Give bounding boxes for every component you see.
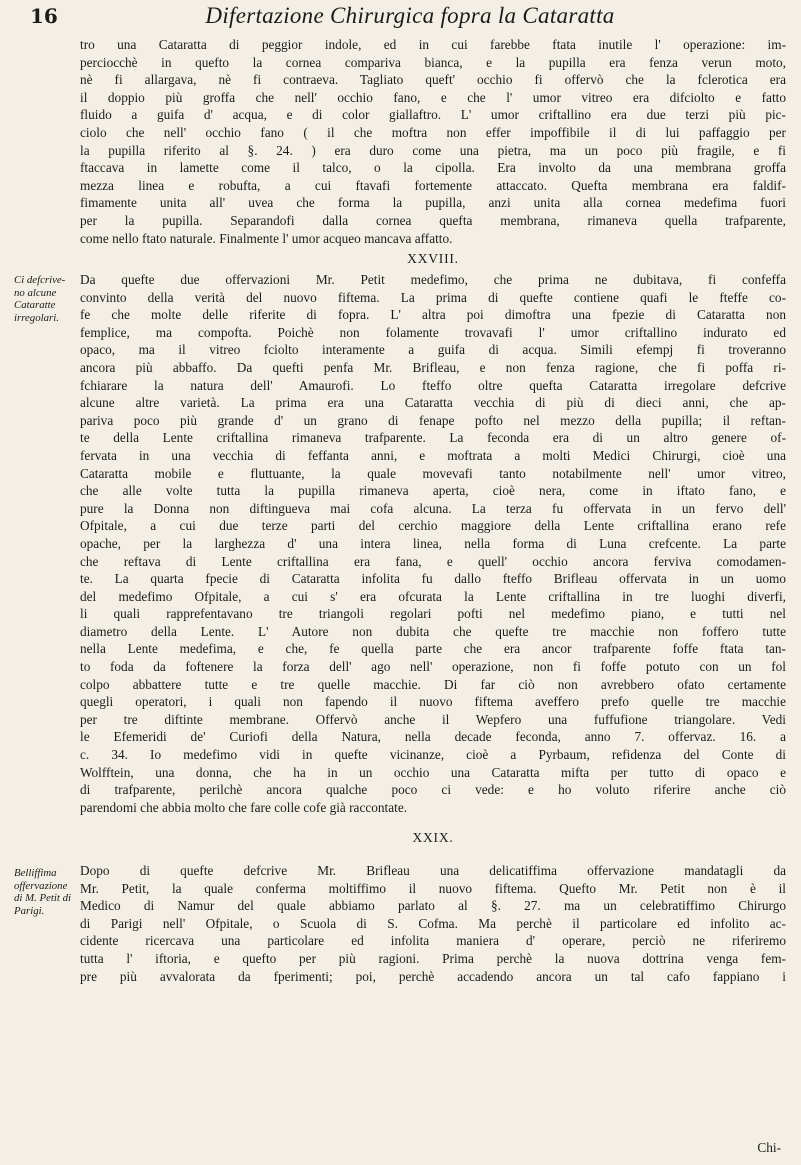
text-line: fluido a guifa d' acqua, e di color giallaftro. L' umor criftallino era due terzi più pic- — [80, 107, 786, 123]
text-line: colpo abbattere tutte e tre quelle macchie. Di far ciò non avrebbero ofato certamente — [80, 676, 786, 692]
text-line: convinto della verità del nuovo fiftema. La prima di quefte contiene quafi le fteffe co- — [80, 289, 786, 305]
text-line: pre più avvalorata da fperimenti; poi, perchè accadendo ancora un tal cafo fappiano i — [80, 968, 786, 984]
text-line: le Efemeridi de' Curiofi della Natura, nella decade feconda, anno 7. offervaz. 16. a — [80, 729, 786, 745]
text-line: Cataratta mobile e fluttuante, la quale movevafi tanto notabilmente nell' umor vitreo, — [80, 465, 786, 481]
text-line: la pupilla riferito al §. 24. ) era duro come una pietra, ma un poco più fragile, e fi — [80, 142, 786, 158]
text-line: opaco, ma il vitreo fciolto interamente a guifa di acqua. Simili efempj fi troveranno — [80, 342, 786, 358]
text-line: nella Lente medefima, e che, fe quella parte che era ancor trafparente foffe ftata tan- — [80, 641, 786, 657]
text-line: del medefimo Ofpitale, a cui s' era ofcurata la Lente criftallina in tre luoghi diverfi, — [80, 588, 786, 604]
paragraph-1 — [80, 36, 786, 247]
text-line: diametro della Lente. L' Autore non dubita che quefte tre macchie non foffero tutte — [80, 623, 786, 639]
catchword: Chi- — [757, 1140, 781, 1155]
paragraph-xxviii — [80, 271, 786, 816]
text-line: femplice, ma compofta. Poichè non folamente trovavafi l' umor criftallino indurato ed — [80, 324, 786, 340]
text-line: nè fi allargava, nè fi contraeva. Tagliato queft' occhio fi offervò che la fclerotica era — [80, 72, 786, 88]
text-line: Da quefte due offervazioni Mr. Petit medefimo, che prima ne dubitava, fi confeffa — [80, 272, 786, 287]
text-line: perciocchè in quefto la cornea compariva bianca, e la pupilla era fenza verun moto, — [80, 54, 786, 70]
text-line: ciolo che nell' occhio fano ( il che moftra non effer impoffibile il di lui paffaggio per — [80, 124, 786, 140]
text-line: Dopo di quefte defcrive Mr. Brifleau una delicatiffima offervazione mandatagli da — [80, 863, 786, 878]
text-line: tutta l' iftoria, e quefto per più ragioni. Prima perchè la nuova dottrina venga fem- — [80, 950, 786, 966]
text-line: pariva poco più grande d' un grano di fenape pofto nel mezzo della pupilla; il reftan- — [80, 412, 786, 428]
text-line: fimamente unita all' uvea che forma la pupilla, anzi unita alla cornea medefima fuori — [80, 195, 786, 211]
running-title: Difertazione Chirurgica fopra la Cataratta — [205, 3, 615, 28]
text-line: li quali rapprefentavano tre triangoli regolari pofti nel medefimo piano, e tutti nel — [80, 606, 786, 622]
text-line: mezza linea e robufta, a cui ftavafi fortemente attaccato. Quefta membrana era faldif- — [80, 177, 786, 193]
text-line: opache, per la larghezza d' una intera linea, nella forma di Luna crefcente. La parte — [80, 535, 786, 551]
text-line: fe che molte delle riferite di fopra. L' altra poi dimoftra una fpezie di Cataratta non — [80, 307, 786, 323]
text-line: Wolfftein, una donna, che ha in un occhio una Cataratta mifta per tutto di opaco e — [80, 764, 786, 780]
text-line: ancora più abbaffo. Da quefti penfa Mr. Brifleau, e non fenza ragione, che fi poffa ri- — [80, 359, 786, 375]
text-line: fchiarare la natura dell' Amaurofi. Lo fteffo oltre quefta Cataratta irregolare defcrive — [80, 377, 786, 393]
paragraph-xxix — [80, 862, 786, 985]
text-line: c. 34. Io medefimo vidi in quefte vicinanze, cioè a Pyrbaum, refidenza del Conte di — [80, 747, 786, 763]
page-number: 16 — [30, 4, 58, 28]
text-line: cidente ricercava una particolare ed infolita maniera d' operare, perciò ne riferiremo — [80, 933, 786, 949]
text-line: di trafparente, perilchè ancora qualche poco ci vede: e ho voluto riferire anche ciò — [80, 782, 786, 798]
text-line: Mr. Petit, la quale conferma moltiffimo il nuovo fiftema. Quefto Mr. Petit non è il — [80, 880, 786, 896]
text-line: il doppio più groffa che nell' occhio fano, e che l' umor vitreo era difciolto e fatto — [80, 89, 786, 105]
margin-note-xxviii: Ci defcrive-no alcune Cataratte irregolari. — [14, 274, 66, 324]
text-line: Medico di Namur del quale abbiamo parlato al §. 27. ma un celebratiffimo Chirurgo — [80, 898, 786, 914]
text-line: ftaccava in lamette come il talco, o la cipolla. Era involto da una membrana groffa — [80, 160, 786, 176]
section-heading-xxix: XXIX. — [412, 830, 454, 845]
text-line: per la pupilla. Separandofi dalla cornea quefta membrana, rimaneva quella trafparente, — [80, 212, 786, 228]
text-line: che alle volte tutta la pupilla rimaneva aperta, cioè nera, come in iftato fano, e — [80, 483, 786, 499]
text-line: fervata in una vecchia di feffanta anni, e moftrata a molti Medici Chirurgi, cioè una — [80, 447, 786, 463]
text-line: parendomi che abbia molto che fare colle cofe già raccontate. — [80, 799, 408, 815]
text-line: te della Lente criftallina rimaneva trafparente. La feconda era di un altro genere of- — [80, 430, 786, 446]
text-line: che reftava di Lente criftallina era fana, e quell' occhio ancora ferviva comodamen- — [80, 553, 786, 569]
page-header — [0, 2, 801, 36]
text-line: te. La quarta fpecie di Cataratta infolita fu dallo fteffo Brifleau offervata in un uomo — [80, 571, 786, 587]
text-line: come nello ftato naturale. Finalmente l' umor acqueo mancava affatto. — [80, 230, 453, 246]
section-heading-xxviii: XXVIII. — [407, 251, 459, 266]
text-line: to foda da foftenere la forza dell' ago nell' operazione, non fi foffe potuto con un fol — [80, 659, 786, 675]
text-line: Ofpitale, a cui due terze parti del cerchio maggiore della Lente criftallina erano refe — [80, 518, 786, 534]
text-line: alcune altre varietà. La prima era una Cataratta vecchia di più di dieci anni, che ap- — [80, 395, 786, 411]
text-line: tro una Cataratta di peggior indole, ed in cui farebbe ftata inutile l' operazione: im- — [80, 37, 786, 52]
text-line: quegli operatori, i quali non fapendo il nuovo fiftema aveffero prefo quelle tre macchie — [80, 694, 786, 710]
text-line: di Parigi nell' Ofpitale, o Scuola di S. Cofma. Ma perchè il particolare ed infolito ac- — [80, 915, 786, 931]
text-line: per tre diftinte membrane. Offervò anche il Wepfero una fuffufione triangolare. Vedi — [80, 711, 786, 727]
margin-note-xxix: Belliffima offervazione di M. Petit di Parigi. — [14, 867, 71, 917]
text-line: pure la Donna non diftingueva mai cofa alcuna. La terza fu offervata in un fervo dell' — [80, 500, 786, 516]
